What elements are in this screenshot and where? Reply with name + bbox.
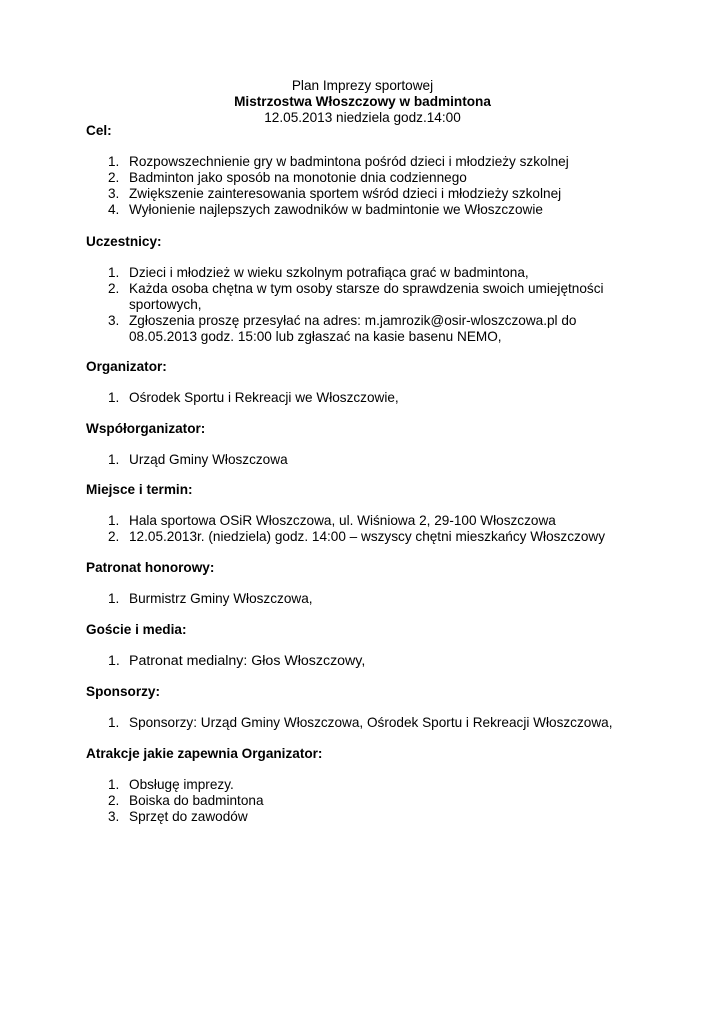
list-item: 2. Boiska do badmintona [108,793,264,808]
list-item: 1. Sponsorzy: Urząd Gminy Włoszczowa, Ośrodek Sportu i Rekreacji Włoszczowa, [108,715,613,730]
section-heading-organizator: Organizator: [86,359,167,374]
section-heading-atrakcje: Atrakcje jakie zapewnia Organizator: [86,746,323,761]
list-atrakcje [86,777,646,825]
list-item: 2. Każda osoba chętna w tym osoby starsze do sprawdzenia swoich umiejętności sportowych, [108,281,604,312]
list-item: 1. Hala sportowa OSiR Włoszczowa, ul. Wiśniowa 2, 29-100 Włoszczowa [108,513,556,528]
section-heading-wspolorganizator: Współorganizator: [86,421,206,436]
section-heading-miejsce: Miejsce i termin: [86,482,193,497]
document-title: Mistrzostwa Włoszczowy w badmintona [234,94,491,109]
list-item: 1. Ośrodek Sportu i Rekreacji we Włoszczowie, [108,390,399,405]
list-patronat [86,591,646,607]
list-wspolorganizator [86,452,646,468]
document-header [0,78,725,126]
section-heading-goscie: Goście i media: [86,622,187,637]
event-date: 12.05.2013 niedziela godz.14:00 [264,110,461,125]
list-cel [86,154,646,218]
list-miejsce [86,513,646,545]
section-heading-cel: Cel: [86,123,112,138]
list-item: 3. Zwiększenie zainteresowania sportem wśród dzieci i młodzieży szkolnej [108,186,562,201]
list-item: 1. Dzieci i młodzież w wieku szkolnym potrafiąca grać w badmintona, [108,265,529,280]
list-goscie [86,653,646,669]
list-item: 3. Zgłoszenia proszę przesyłać na adres: m.jamrozik@osir-wloszczowa.pl do 08.05.2013 godz. 15:00 lub zgłaszać na kasie basenu NEMO, [108,313,577,344]
list-item: 2. 12.05.2013r. (niedziela) godz. 14:00 – wszyscy chętni mieszkańcy Włoszczowy [108,529,605,544]
list-item: 1. Patronat medialny: Głos Włoszczowy, [108,653,366,669]
list-organizator [86,390,646,406]
section-heading-uczestnicy: Uczestnicy: [86,234,162,249]
list-item: 4. Wyłonienie najlepszych zawodników w badmintonie we Włoszczowie [108,202,543,217]
document-subtitle: Plan Imprezy sportowej [291,78,434,93]
list-sponsorzy [86,715,646,731]
list-item: 2. Badminton jako sposób na monotonie dnia codziennego [108,170,467,185]
section-heading-sponsorzy: Sponsorzy: [86,684,161,699]
list-item: 1. Rozpowszechnienie gry w badmintona pośród dzieci i młodzieży szkolnej [108,154,569,169]
list-item: 1. Burmistrz Gminy Włoszczowa, [108,591,313,606]
list-item: 1. Obsługę imprezy. [108,777,234,792]
list-uczestnicy [86,265,646,345]
section-heading-patronat: Patronat honorowy: [86,560,215,575]
list-item: 3. Sprzęt do zawodów [108,809,248,824]
list-item: 1. Urząd Gminy Włoszczowa [108,452,288,467]
